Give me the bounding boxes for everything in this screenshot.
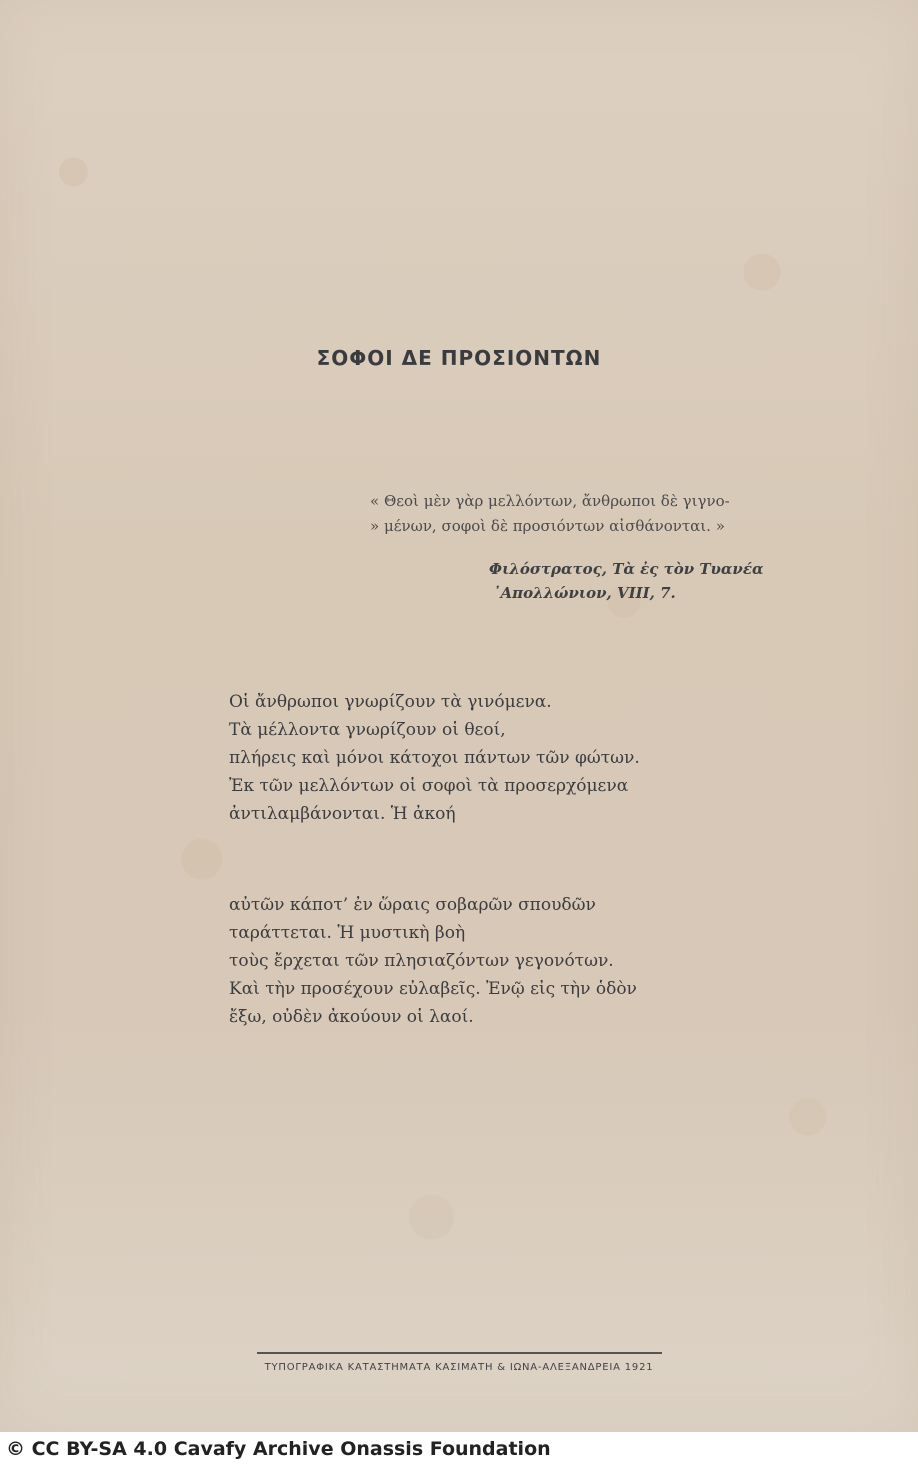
stanza-one-line-3: πλήρεις καὶ μόνοι κάτοχοι πάντων τῶν φώτων. bbox=[229, 748, 640, 768]
stanza-two-line-3: τοὺς ἔρχεται τῶν πλησιαζόντων γεγονότων. bbox=[229, 951, 614, 971]
stanza-one-line-4: Ἐκ τῶν μελλόντων οἱ σοφοὶ τὰ προσερχόμενα bbox=[229, 776, 629, 796]
stanza-two bbox=[229, 891, 637, 1031]
stanza-one-line-5: ἀντιλαμβάνονται. Ἡ ἀκοή bbox=[229, 804, 456, 824]
epigraph-source-line-2: ᾿Απολλώνιον, VIII, 7. bbox=[493, 584, 676, 602]
stanza-one bbox=[229, 688, 640, 828]
stanza-two-line-1: αὐτῶν κάποτ’ ἐν ὥραις σοβαρῶν σπουδῶν bbox=[229, 895, 596, 915]
stanza-one-line-1: Οἱ ἄνθρωποι γνωρίζουν τὰ γινόμενα. bbox=[229, 692, 552, 712]
epigraph-line-2: » μένων, σοφοὶ δὲ προσιόντων αἰσθάνονται. » bbox=[370, 517, 725, 535]
epigraph-line-1: « Θεοὶ μὲν γὰρ μελλόντων, ἄνθρωποι δὲ γιγνο- bbox=[370, 492, 730, 510]
stanza-one-line-2: Τὰ μέλλοντα γνωρίζουν οἱ θεοί, bbox=[229, 720, 506, 740]
stanza-two-line-4: Καὶ τὴν προσέχουν εὐλαβεῖς. Ἐνῷ εἰς τὴν ὁδὸν bbox=[229, 979, 637, 999]
imprint-rule bbox=[257, 1352, 662, 1354]
printer-imprint: ΤΥΠΟΓΡΑΦΙΚΑ ΚΑΤΑΣΤΗΜΑΤΑ ΚΑΣΙΜΑΤΗ & ΙΩΝΑ-ΑΛΕΞΑΝΔΡΕΙΑ 1921 bbox=[264, 1362, 654, 1373]
poem-title: ΣΟΦΟΙ ΔΕ ΠΡΟΣΙΟΝΤΩΝ bbox=[316, 346, 602, 370]
epigraph-source-line-1: Φιλόστρατος, Τὰ ἐς τὸν Τυανέα bbox=[489, 560, 764, 578]
stanza-two-line-2: ταράττεται. Ἡ μυστικὴ βοὴ bbox=[229, 923, 466, 943]
archive-credit: © CC BY-SA 4.0 Cavafy Archive Onassis Foundation bbox=[6, 1438, 551, 1460]
stanza-two-line-5: ἔξω, οὐδὲν ἀκούουν οἱ λαοί. bbox=[229, 1007, 474, 1027]
